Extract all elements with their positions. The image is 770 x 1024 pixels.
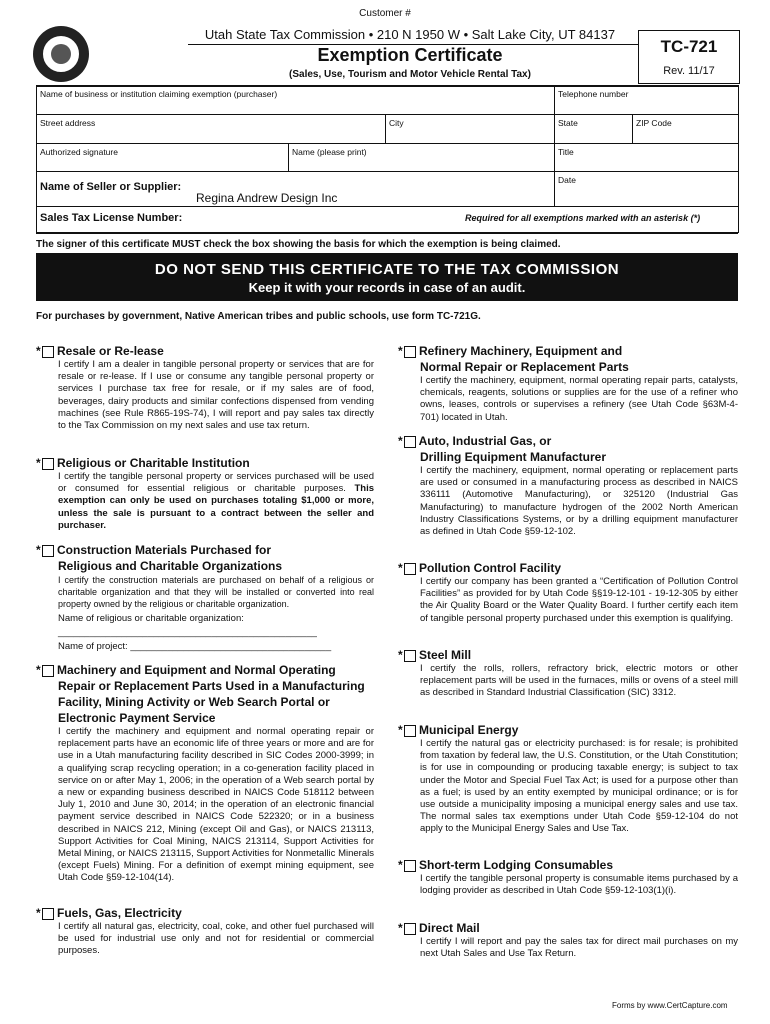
machinery-heading-2: Repair or Replacement Parts Used in a Manufacturing bbox=[58, 679, 365, 693]
section-resale: * Resale or Re-lease I certify I am a dealer in tangible personal property or services that are for resale or re-lease. If I use or consume any tangible personal property or services I purchase tax free for resale, or if my sales are of food, beverages, dairy products and similar confections dispensed from vending machines (see Rule R865-19S-74), I will report and pay sales tax directly to the Tax Commission on my next sales and use tax return. bbox=[36, 344, 374, 432]
steel-checkbox[interactable] bbox=[404, 650, 416, 662]
seller-label: Name of Seller or Supplier: bbox=[40, 181, 182, 193]
section-auto-gas: * Auto, Industrial Gas, or Drilling Equipment Manufacturer I certify the machinery, equipment, normal operating or replacement parts are used or consumed in a manufacturing process as described in NAICS 336111 (Automotive Manufacturing), or 325120 (Industrial Gas Manufacturing) to manufacture hydrogen of the 2002 North American Industry Classifications Systems, or by a drilling equipment manufacturer as defined in Utah Code §59-12-102. bbox=[398, 434, 738, 538]
warning-banner bbox=[36, 253, 738, 301]
energy-checkbox[interactable] bbox=[404, 725, 416, 737]
lodging-checkbox[interactable] bbox=[404, 860, 416, 872]
pollution-heading: Pollution Control Facility bbox=[419, 561, 562, 575]
religious-heading: Religious or Charitable Institution bbox=[57, 456, 250, 470]
auto-gas-heading-1: Auto, Industrial Gas, or bbox=[418, 434, 552, 448]
resale-heading: Resale or Re-lease bbox=[57, 344, 164, 358]
lodging-heading: Short-term Lodging Consumables bbox=[419, 858, 614, 872]
signature-field[interactable]: Authorized signature bbox=[40, 147, 118, 157]
organization-label: Name of religious or charitable organization: bbox=[58, 612, 244, 624]
signer-note: The signer of this certificate MUST check the box showing the basis for which the exemption is being claimed. bbox=[36, 239, 561, 250]
zip-field[interactable]: ZIP Code bbox=[636, 118, 672, 128]
required-note: Required for all exemptions marked with an asterisk (*) bbox=[465, 213, 701, 223]
form-revision: Rev. 11/17 bbox=[663, 65, 715, 77]
section-lodging: * Short-term Lodging Consumables I certify the tangible personal property is consumable items purchased by a lodging provider as described in Utah Code §59-12-103(1)(i). bbox=[398, 858, 738, 897]
steel-heading: Steel Mill bbox=[419, 648, 472, 662]
print-name-field[interactable]: Name (please print) bbox=[292, 147, 367, 157]
auto-gas-checkbox[interactable] bbox=[404, 436, 416, 448]
agency-address: Utah State Tax Commission • 210 N 1950 W • Salt Lake City, UT 84137 bbox=[204, 27, 616, 42]
fuels-checkbox[interactable] bbox=[42, 908, 54, 920]
energy-heading: Municipal Energy bbox=[419, 723, 519, 737]
steel-text: I certify the rolls, rollers, refractory brick, electric motors or other replacement parts will be used in the furnaces, mills or ovens of a steel mill as described in Standard Industrial Classification (SIC) 3312. bbox=[420, 663, 738, 699]
section-construction: * Construction Materials Purchased for Religious and Charitable Organizations I certify the construction materials are purchased on behalf of a religious or charitable organization and that they will be installed or converted into real property owned by the religious or charitable organization. Name of religious or charitable organization: _________________________________________________ Name of project: ______________________________________ bbox=[36, 543, 374, 653]
machinery-text: I certify the machinery and equipment and normal operating repair or replacement parts have an economic life of three years or more and are for use in a Utah manufacturing facility described in SIC Codes 2000-3999; in a qualifying scrap recycling operation; in a co-generation facility placed in service on or after May 1, 2006; in the operation of a Web search portal by a new or expanding business described in NAICS Code 518112 between July 1, 2010 and June 30, 2014; in the operation of an electronic financial payment service described in NAICS Code 522320; or in a business described in NAICS 212, Mining (except Oil and Gas), or NAICS 213113, Support Activities for Coal Mining, NAICS 213114, Support Activities for Metal Mining, or NAICS 213115, Support Activities for Nonmetallic Minerals (except Fuels) Mining. For a definition of exempt mining equipment, see Utah Code §59-12-104(14). bbox=[58, 726, 374, 884]
section-religious: * Religious or Charitable Institution I certify the tangible personal property or services purchased will be used or consumed for essential religious or charitable purposes. This exemption can only be used on purchases totaling $1,000 or more, unless the sale is pursuant to a contract between the seller and purchaser. bbox=[36, 456, 374, 531]
resale-text: I certify I am a dealer in tangible personal property or services that are for resale or re-lease. If I use or consume any tangible personal property or services I purchase tax free for resale, or if my sales are of food, beverages, dairy products and similar confections dispensed from vending machines (see Rule R865-19S-74), I will report and pay sales tax directly to the Tax Commission on my next sales and use tax return. bbox=[58, 359, 374, 432]
banner-line2: Keep it with your records in case of an audit. bbox=[248, 280, 526, 295]
form-subtitle: (Sales, Use, Tourism and Motor Vehicle Rental Tax) bbox=[289, 69, 531, 80]
section-direct-mail: * Direct Mail I certify I will report and pay the sales tax for direct mail purchases on my next Utah Sales and Use Tax Return. bbox=[398, 921, 738, 960]
section-energy: * Municipal Energy I certify the natural gas or electricity purchased: is for resale; is prohibited from taxation by federal law, the U.S. Constitution, or the Utah Constitution; is for use in compounding or producing taxable energy; is subject to tax under the Motor and Special Fuel Tax Act; is used for a purpose other than as a fuel; is used by an entity exempted by municipal ordinance; or is for use outside a municipality imposing a municipal energy sales and use tax. The normal sales tax exemptions under Utah Code §59-12-104 do not apply to the Municipal Energy Sales and Use Tax. bbox=[398, 723, 738, 835]
section-machinery: * Machinery and Equipment and Normal Operating Repair or Replacement Parts Used in a Manufacturing Facility, Mining Activity or Web Search Portal or Electronic Payment Service I certify the machinery and equipment and normal operating repair or replacement parts have an economic life of three years or more and are for use in a Utah manufacturing facility described in SIC Codes 2000-3999; in a qualifying scrap recycling operation; in a co-generation facility placed in service on or after May 1, 2006; in the operation of a Web search portal by a new or expanding business described in NAICS Code 518112 between July 1, 2010 and June 30, 2014; in the operation of an electronic financial payment service described in NAICS Code 522320; or in a business described in NAICS 212, Mining (except Oil and Gas), or NAICS 213113, Support Activities for Coal Mining, NAICS 213114, Support Activities for Metal Mining, or NAICS 213115, Support Activities for Nonmetallic Minerals (except Fuels) Mining. For a definition of exempt mining equipment, see Utah Code §59-12-104(14). bbox=[36, 663, 374, 884]
machinery-heading-3: Facility, Mining Activity or Web Search Portal or bbox=[58, 695, 330, 709]
form-number: TC-721 bbox=[660, 37, 718, 56]
religious-bold-text: This exemption can only be used on purchases totaling $1,000 or more, unless the sale is pursuant to a contract between the seller and purchaser. bbox=[58, 483, 374, 531]
section-fuels: * Fuels, Gas, Electricity I certify all natural gas, electricity, coal, coke, and other fuel purchased will be used for industrial use only and not for residential or commercial purposes. bbox=[36, 906, 374, 957]
form-number-box bbox=[638, 30, 740, 84]
religious-text: I certify the tangible personal property or services purchased will be used or consumed for essential religious or charitable purposes. bbox=[58, 471, 374, 495]
organization-blank[interactable]: _________________________________________________ bbox=[58, 626, 317, 638]
construction-checkbox[interactable] bbox=[42, 545, 54, 557]
auto-gas-text: I certify the machinery, equipment, normal operating or replacement parts are used or consumed in a manufacturing process as described in NAICS 336111 (Automotive Manufacturing), or 325120 (Industrial Gas Manufacturing) to manufacture hydrogen of the 2002 North American Industry Classifications Systems, or by a drilling equipment manufacturer as defined in Utah Code §59-12-102. bbox=[420, 465, 738, 538]
license-label: Sales Tax License Number: bbox=[40, 212, 183, 224]
seller-value[interactable]: Regina Andrew Design Inc bbox=[196, 191, 338, 205]
refinery-heading-1: Refinery Machinery, Equipment and bbox=[419, 344, 623, 358]
footer-credit: Forms by www.CertCapture.com bbox=[612, 1001, 728, 1010]
banner-line1: DO NOT SEND THIS CERTIFICATE TO THE TAX COMMISSION bbox=[154, 261, 620, 278]
telephone-field[interactable]: Telephone number bbox=[558, 89, 629, 99]
section-pollution: * Pollution Control Facility I certify our company has been granted a “Certification of Pollution Control Facilities” as provided for by Utah Code §§19-12-101 - 19-12-305 by either the Air Quality Board or the Water Quality Board. I further certify each item of tangible personal property purchased under this exemption is qualifying. bbox=[398, 561, 738, 624]
construction-heading-2: Religious and Charitable Organizations bbox=[58, 559, 283, 573]
street-address-field[interactable]: Street address bbox=[40, 118, 96, 128]
refinery-checkbox[interactable] bbox=[404, 346, 416, 358]
fuels-text: I certify all natural gas, electricity, coal, coke, and other fuel purchased will be used for industrial use only and not for residential or commercial purposes. bbox=[58, 921, 374, 957]
construction-text: I certify the construction materials are purchased on behalf of a religious or charitable organization and that they will be installed or converted into real property owned by the religious or charitable organization. bbox=[58, 575, 374, 610]
machinery-checkbox[interactable] bbox=[42, 665, 54, 677]
lodging-text: I certify the tangible personal property is consumable items purchased by a lodging provider as described in Utah Code §59-12-103(1)(i). bbox=[420, 873, 738, 897]
customer-number-label: Customer # bbox=[359, 8, 411, 19]
project-name-field[interactable]: Name of project: ______________________________________ bbox=[58, 641, 332, 653]
fuels-heading: Fuels, Gas, Electricity bbox=[57, 906, 182, 920]
form-header bbox=[190, 25, 630, 85]
auto-gas-heading-2: Drilling Equipment Manufacturer bbox=[420, 450, 607, 464]
government-note: For purchases by government, Native American tribes and public schools, use form TC-721G. bbox=[36, 311, 481, 322]
construction-heading-1: Construction Materials Purchased for bbox=[57, 543, 272, 557]
refinery-heading-2: Normal Repair or Replacement Parts bbox=[420, 360, 629, 374]
religious-checkbox[interactable] bbox=[42, 458, 54, 470]
section-steel: * Steel Mill I certify the rolls, rollers, refractory brick, electric motors or other replacement parts will be used in the furnaces, mills or ovens of a steel mill as described in Standard Industrial Classification (SIC) 3312. bbox=[398, 648, 738, 699]
direct-mail-text: I certify I will report and pay the sales tax for direct mail purchases on my next Utah Sales and Use Tax Return. bbox=[420, 936, 738, 960]
machinery-heading-1: Machinery and Equipment and Normal Operating bbox=[57, 663, 336, 677]
machinery-heading-4: Electronic Payment Service bbox=[58, 711, 216, 725]
state-seal-icon bbox=[33, 26, 89, 82]
form-title: Exemption Certificate bbox=[317, 45, 503, 65]
pollution-checkbox[interactable] bbox=[404, 563, 416, 575]
direct-mail-heading: Direct Mail bbox=[419, 921, 480, 935]
title-field[interactable]: Title bbox=[558, 147, 574, 157]
refinery-text: I certify the machinery, equipment, normal operating repair parts, catalysts, chemicals, reagents, solutions or supplies are for the use of a refiner who owns, leases, controls or supervises a refinery (see Utah Code §63M-4-701) located in Utah. bbox=[420, 375, 738, 423]
direct-mail-checkbox[interactable] bbox=[404, 923, 416, 935]
pollution-text: I certify our company has been granted a “Certification of Pollution Control Facilities” as provided for by Utah Code §§19-12-101 - 19-12-305 by either the Air Quality Board or the Water Quality Board. I further certify each item of tangible personal property purchased under this exemption is qualifying. bbox=[420, 576, 738, 624]
state-field[interactable]: State bbox=[558, 118, 578, 128]
section-refinery: * Refinery Machinery, Equipment and Normal Repair or Replacement Parts I certify the machinery, equipment, normal operating repair parts, catalysts, chemicals, reagents, solutions or supplies are for the use of a refiner who owns, leases, controls or supervises a refinery (see Utah Code §63M-4-701) located in Utah. bbox=[398, 344, 738, 423]
city-field[interactable]: City bbox=[389, 118, 404, 128]
purchaser-name-field[interactable]: Name of business or institution claiming exemption (purchaser) bbox=[40, 89, 278, 99]
energy-text: I certify the natural gas or electricity purchased: is for resale; is prohibited from taxation by federal law, the U.S. Constitution, or the Utah Constitution; is for use in compounding or producing taxable energy; is subject to tax under the Motor and Special Fuel Tax Act; is used for a purpose other than as a fuel; is used by an entity exempted by municipal ordinance; or is for use outside a municipality imposing a municipal energy sales and use tax. The normal sales tax exemptions under Utah Code §59-12-104 do not apply to the Municipal Energy Sales and Use Tax. bbox=[420, 738, 738, 835]
date-field[interactable]: Date bbox=[558, 175, 576, 185]
resale-checkbox[interactable] bbox=[42, 346, 54, 358]
